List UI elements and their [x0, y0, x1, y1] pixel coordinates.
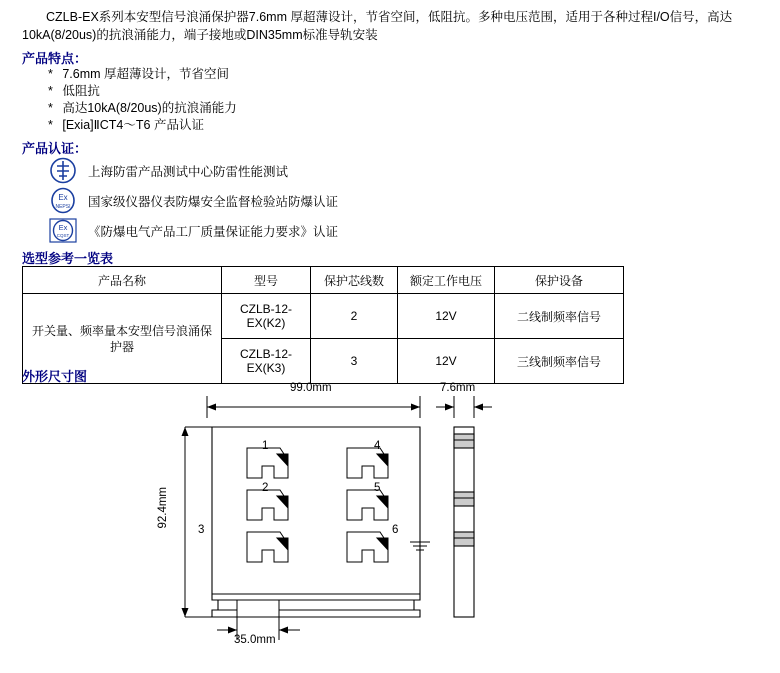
svg-text:NEPSI: NEPSI	[55, 204, 71, 210]
cell-model	[222, 294, 311, 339]
dimension-label-thickness: 7.6mm	[440, 382, 476, 394]
bullet-marker: *	[48, 84, 53, 98]
terminal-number-5: 5	[374, 482, 381, 494]
cell-cores: 3	[311, 339, 398, 384]
svg-text:Ex: Ex	[58, 193, 68, 202]
list-item	[48, 216, 338, 245]
list-item	[48, 117, 237, 134]
list-item	[48, 156, 338, 185]
certification-list	[48, 156, 338, 246]
shanghai-lightning-protection-logo-icon	[48, 157, 78, 184]
column-header-device: 保护设备	[495, 267, 624, 294]
dimension-label-rail: 35.0mm	[234, 634, 276, 646]
column-header-cores: 保护芯线数	[311, 267, 398, 294]
cell-model	[222, 339, 311, 384]
cell-product-name: 开关量、频率量本安型信号浪涌保护器	[23, 294, 222, 384]
nepsi-explosion-proof-logo-icon	[48, 187, 78, 214]
list-item	[48, 66, 237, 83]
cell-device: 三线制频率信号	[495, 339, 624, 384]
column-header-model: 型号	[222, 267, 311, 294]
selection-table	[22, 266, 624, 384]
certification-section-title: 产品认证：	[22, 141, 88, 156]
cell-cores: 2	[311, 294, 398, 339]
terminal-number-2: 2	[262, 482, 269, 494]
dimension-drawing	[22, 382, 762, 662]
bullet-marker: *	[48, 101, 53, 115]
model-line-2: EX(K3)	[246, 361, 286, 375]
list-item-label: [Exia]ⅡCT4～T6 产品认证	[62, 118, 204, 132]
list-item-label: 高达10kA(8/20us)的抗浪涌能力	[62, 101, 237, 115]
terminal-number-6: 6	[392, 524, 399, 536]
terminal-number-4: 4	[374, 440, 381, 452]
terminal-number-1: 1	[262, 440, 269, 452]
column-header-voltage: 额定工作电压	[398, 267, 495, 294]
cell-voltage: 12V	[398, 294, 495, 339]
ex-cqst-logo-icon	[48, 217, 78, 244]
certification-label: 上海防雷产品测试中心防雷性能测试	[88, 164, 289, 179]
certification-label: 国家级仪器仪表防爆安全监督检验站防爆认证	[88, 194, 339, 209]
dimension-section-title: 外形尺寸图	[22, 369, 88, 384]
terminal-number-3: 3	[198, 524, 205, 536]
table-row	[23, 294, 624, 339]
list-item	[48, 83, 237, 100]
list-item-label: 低阻抗	[62, 84, 100, 98]
bullet-marker: *	[48, 118, 53, 132]
svg-text:CQST: CQST	[56, 233, 70, 238]
bullet-marker: *	[48, 67, 53, 81]
list-item-label: 7.6mm 厚超薄设计，节省空间	[62, 67, 230, 81]
dimension-label-height: 92.4mm	[157, 487, 169, 529]
list-item	[48, 100, 237, 117]
product-intro-paragraph: CZLB-EX系列本安型信号浪涌保护器7.6mm 厚超薄设计，节省空间，低阻抗。多种电压范围，适用于各种过程I/O信号，高达10kA(8/20us)的抗浪涌能力，端子接地或DIN35mm标准导轨安装	[22, 10, 733, 42]
list-item	[48, 186, 338, 215]
table-header-row	[23, 267, 624, 294]
column-header-product-name: 产品名称	[23, 267, 222, 294]
dimension-label-width: 99.0mm	[290, 382, 332, 394]
dimension-drawing-svg	[22, 382, 762, 662]
svg-text:Ex: Ex	[58, 223, 68, 232]
model-line-1: CZLB-12-	[239, 302, 292, 316]
features-list	[48, 66, 237, 134]
cell-voltage: 12V	[398, 339, 495, 384]
model-line-1: CZLB-12-	[239, 347, 292, 361]
cell-device: 二线制频率信号	[495, 294, 624, 339]
model-line-2: EX(K2)	[246, 316, 286, 330]
certification-label: 《防爆电气产品工厂质量保证能力要求》认证	[88, 224, 339, 239]
features-section-title: 产品特点：	[22, 51, 88, 66]
selection-table-title: 选型参考一览表	[22, 251, 114, 266]
